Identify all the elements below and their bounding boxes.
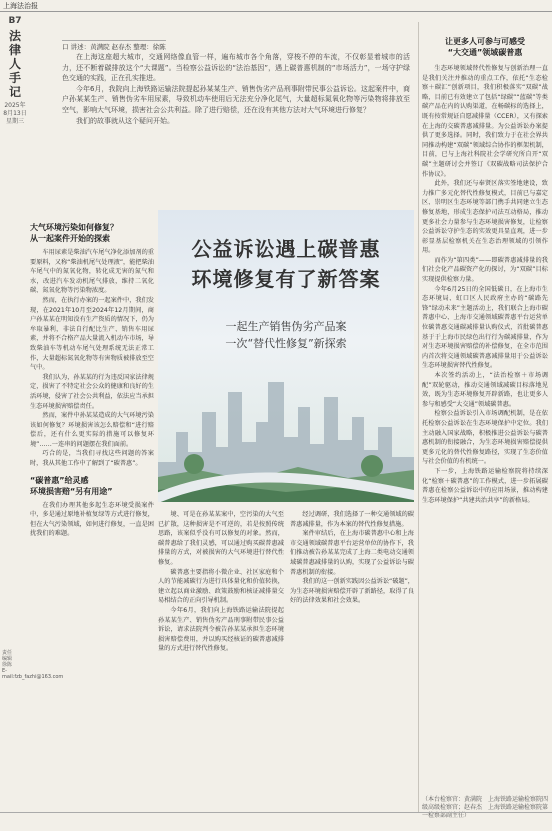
- body-paragraph: 下一步，上海铁路运输检察院将持续深化“检察＋碳普惠”的工作模式，进一步拓展碳普惠在检察公益诉讼中的应用场景，推动构建生态环境保护“共建共治共享”的新格局。: [422, 467, 548, 504]
- right-heading: 让更多人可参与可感受 “大交通”领域碳普惠: [445, 37, 525, 57]
- body-paragraph: 经过调研，我们选择了一种交通领域的碳普惠减排量，作为本案的替代性修复措施。: [290, 511, 414, 528]
- subheading-2: “碳普惠”给灵感 环境损害赔“另有用途”: [30, 475, 113, 496]
- hero-subtitle: 一起生产销售伪劣产品案 一次“替代性修复”新探索: [225, 320, 347, 350]
- hero-title: 公益诉讼遇上碳普惠 环境修复有了新答案: [191, 237, 381, 291]
- body-paragraph: 而作为“第四类”——即碳普惠减排量的我们社会化产品碳资产化的探讨，为“双碳”目标实现提供检察力量。: [422, 256, 548, 284]
- author-credit: （本台检察官：黄满院 上海铁路运输检察院四级高级检察官；赵春杰 上海铁路运输检察院第一检察部副主任）: [422, 796, 549, 819]
- body-paragraph: 然而，在执行办案的一起案件中，我们发现，在2021年10月至2024年12月期间，商户孙某某在明知没有生产资质的情况下，仍为牟取暴利，非法自行配比生产、销售车用尿素，并将不合格产品大量流入机动车市场，导致柴油车等机动车尾气处理系统无法正常工作，大量超标氮氧化物等有害物质被排放至空气中。: [30, 296, 154, 372]
- hero-graphic: [158, 210, 414, 502]
- body-paragraph: 今年6月25日的全国低碳日，在上海市生态环境局、虹口区人民政府主办的“碳路先锋”绿动未来”主题活动上，我们联合上海市碳普惠中心、上海市交通领域碳普惠平台运营单位碳普惠交通碳减排量认购仪式，首批碳普惠基于于上海市民绿色出行行为碳减排量，作为对生态环境损害赔偿的补偿修复，在全市范围内首次将交通领域碳普惠减排量用于公益诉讼生态环境损害替代性修复。: [422, 285, 548, 370]
- body-paragraph: 今年6月，我们向上海铁路运输法院提起孙某某生产、销售伪劣产品刑事附带民事公益诉讼，请求法院判令被告孙某某承担生态环境损害赔偿费用，并以购买经核证的碳普惠减排量的方式进行替代性修复。: [158, 606, 284, 653]
- body-paragraph: 碳普惠主要指将小微企业、社区家庭和个人的节能减碳行为进行具体量化和价值转换，建立起以商业激励、政策鼓励和核证减排量交易相结合的正向引导机制。: [158, 568, 284, 605]
- middle-column-1: [158, 510, 284, 654]
- body-paragraph: 我们的这一创新实践因公益诉讼“破题”，为生态环境损害赔偿开辟了新路径，取得了良好的法律效果和社会效果。: [290, 578, 414, 605]
- page-footer: [0, 812, 552, 831]
- newspaper-name: 上海法治报: [3, 2, 38, 10]
- body-paragraph: 境、可是在孙某某案中，空污染的大气至已扩散，这种损害是不可逆的，若是按照传统思路，该案似乎没有可以修复的对象。然而，碳普惠给了我们灵感，可以通过购买碳普惠减排量的方式，对被损害的大气环境进行替代性修复。: [158, 511, 284, 566]
- right-body: [422, 64, 548, 505]
- left-column: [30, 222, 154, 539]
- body-paragraph: 检察公益诉讼引入市场调配机制，是在依托检察公益诉讼在生态环境保护中定位。我们主动融入国家战略，积极推进公益诉讼与碳普惠机制的衔接融合，为生态环境损害赔偿提供更多元化的替代性修复路径，实现了生态价值与社会价值的有机统一。: [422, 410, 548, 466]
- lead-paragraph: 在上海这座超大城市，交通网络像血管一样，遍布城市各个角落，穿梭不停的车流，不仅彰显着城市的活力，还不断着碳排放这个“大课题”。当检察公益诉讼的“法治基因”，遇上碳普惠机制的“市场活力”，一场守护绿色交通的实践，正在孔实推进。: [62, 53, 410, 83]
- body-paragraph: 我们认为，孙某某的行为违反国家法律规定，损害了不特定社会公众的健康和良好的生活环境，侵害了社会公共利益，依法应当承担生态环境损害赔偿责任。: [30, 373, 154, 410]
- middle-column-2: [290, 510, 414, 606]
- issue-date: 2025年 8月13日 星期三: [3, 102, 27, 125]
- body-paragraph: 车用尿素是柴油汽车尾气净化添加剂的重要原料，又称“柴油机尾气处理液”，能把柴油车尾气中的氮氧化物，转化成无害的氮气和水，改进汽车发动机尾气排放，维持二氧化碳、氮氧化物等污染物浓度。: [30, 249, 154, 295]
- page-sidebar: [0, 14, 30, 124]
- body-paragraph: 然而，案件中孙某某造成的大气环境污染该如何修复？环境损害该怎么赔偿和“进行赔偿后，还有什么更实际的措施可以修复环境”……一连串的问题摆在我们面前。: [30, 412, 154, 448]
- body-paragraph: 在我们办理其他多起生态环境受损案件中，多是通过原地补植复绿等方式进行修复，但在大气污染领域，如何进行修复，一直是困扰我们的难题。: [30, 501, 154, 538]
- body-paragraph: 生态环境领域替代性修复与创新治理一直是我们关注并推动的重点工作，依托“生态检察＋碳汇”创新项目，我们积极落实“双碳”战略，目前已有效建立了包括“绿碳”“蓝碳”等类碳产品在内的认购渠道，在畅碳标的选择上，既有按常规证自愿减排量（CCER），又有探索在上海的交碳普惠减排量。为公益诉讼办案提供了更多选择。同时，我们致力于在社会界共同推动构建“双碳”领域综合协作的框架机制，目前，已与上海社科院社会学研究所自开“双碳”主题研讨会并签订《双碳战略司法保护合作协议》。: [422, 65, 548, 178]
- left-body-1: [30, 248, 154, 469]
- body-paragraph: 巧合的是，当我们寻找这些问题的答案时，我从其他工作中了解到了“碳普惠”。: [30, 450, 154, 468]
- section-title: 法 律 人 手 记: [8, 29, 21, 99]
- lead-text: [62, 52, 410, 126]
- lead-paragraph: 我们的故事就从这个疑问开始。: [76, 116, 174, 125]
- column-divider: [418, 22, 419, 812]
- editor-note: 责任编辑 徐陈 E-mail:fzb_fazhi@163.com: [2, 650, 64, 680]
- body-paragraph: 此外，我们还与奉贤区落实签地建设，致力推广多元化替代性修复模式，目前已与嘉定区、崇明区生态环境等部门携手共同建立生态修复基地，形成生态保护司法互动格局，推动更多社会力量参与生态环境损害修复，让检察公益诉讼守护生态的实效更具显直观，进一步彰显基层检察机关在生态治理领域的引领作用。: [422, 180, 548, 255]
- byline: 口 讲述：黄满院 赵春杰 整理：徐陈: [62, 40, 166, 51]
- left-body-2: [30, 501, 154, 539]
- subheading-1: 大气环境污染如何修复？ 从一起案件开始的探索: [30, 223, 118, 243]
- masthead: [0, 0, 552, 12]
- body-paragraph: 案件审结后，在上海市碳普惠中心和上海市交通领域碳普惠平台运营单位的协作下，我们推动被告孙某某完成了上海二类电动交通领域碳普惠减排量的认购，实现了公益诉讼与碳普惠机制的衔接。: [290, 530, 414, 576]
- lead-paragraph: 今年6月，我院向上海铁路运输法院提起孙某某生产、销售伪劣产品刑事附带民事公益诉讼。这起案件中，商户孙某某生产、销售伪劣车用尿素，导致机动车使用后无法充分净化尾气，大量超标氮氧化物等污染物将排放至空气，影响大气环境，损害社会公共利益。除了进行赔偿，还在没有其他方法对大气环境进行修复？: [62, 84, 410, 114]
- right-column: [422, 36, 548, 505]
- body-paragraph: 本次签约活动上，“法治检察＋市场调配”双轮驱动，推动交通领域减碳目标落地见效，既为生态环境修复开辟新路，也让更多人参与和感受“大交通”领域碳普惠。: [422, 372, 548, 408]
- page-number: B7: [8, 16, 22, 26]
- city-skyline-illustration: [158, 352, 414, 502]
